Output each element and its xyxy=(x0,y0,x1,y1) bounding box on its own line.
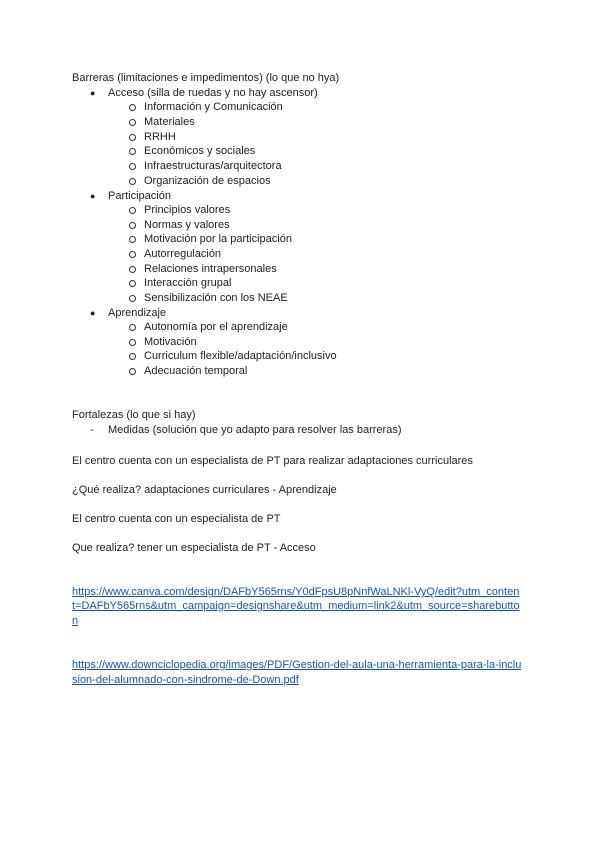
fortalezas-heading: Fortalezas (lo que si hay) xyxy=(72,409,196,421)
hollow-bullet-icon xyxy=(129,368,136,375)
list-item: RRHH xyxy=(144,131,176,143)
filled-bullet-icon: ● xyxy=(90,88,96,98)
hollow-bullet-icon xyxy=(129,280,136,287)
list-item: Motivación xyxy=(144,336,197,348)
dash-bullet-icon: - xyxy=(90,424,94,436)
list-item: Económicos y sociales xyxy=(144,145,256,157)
canva-link-line[interactable]: https://www.canva.com/design/DAFbY565rns/Y0dFpsU8pNnfWaLNKl-VyQ/edit?utm_conten xyxy=(72,586,520,598)
list-item: Curriculum flexible/adaptación/inclusivo xyxy=(144,350,337,362)
fortalezas-item: Medidas (solución que yo adapto para resolver las barreras) xyxy=(108,424,402,436)
list-item: Motivación por la participación xyxy=(144,233,292,245)
filled-bullet-icon: ● xyxy=(90,308,96,318)
list-item: Sensibilización con los NEAE xyxy=(144,292,288,304)
list-item: Autonomía por el aprendizaje xyxy=(144,321,288,333)
hollow-bullet-icon xyxy=(129,339,136,346)
hollow-bullet-icon xyxy=(129,295,136,302)
list-item: Principios valores xyxy=(144,204,231,216)
hollow-bullet-icon xyxy=(129,251,136,258)
hollow-bullet-icon xyxy=(129,163,136,170)
hollow-bullet-icon xyxy=(129,148,136,155)
list-item: Normas y valores xyxy=(144,219,230,231)
list-item: Materiales xyxy=(144,116,195,128)
hollow-bullet-icon xyxy=(129,134,136,141)
paragraph: El centro cuenta con un especialista de PT xyxy=(72,513,281,525)
barreras-heading: Barreras (limitaciones e impedimentos) (lo que no hya) xyxy=(72,72,340,84)
filled-bullet-icon: ● xyxy=(90,191,96,201)
hollow-bullet-icon xyxy=(129,324,136,331)
downciclopedia-link-line[interactable]: https://www.downciclopedia.org/images/PDF/Gestion-del-aula-una-herramienta-para-la-inclu xyxy=(72,659,522,671)
canva-link-line[interactable]: n xyxy=(72,615,79,627)
group-aprendizaje-label: Aprendizaje xyxy=(108,307,167,319)
hollow-bullet-icon xyxy=(129,353,136,360)
list-item: Relaciones intrapersonales xyxy=(144,263,277,275)
group-participacion-label: Participación xyxy=(108,190,171,202)
hollow-bullet-icon xyxy=(129,266,136,273)
group-acceso-label: Acceso (silla de ruedas y no hay ascensor) xyxy=(108,87,318,99)
paragraph: Que realiza? tener un especialista de PT - Acceso xyxy=(72,542,316,554)
paragraph: ¿Qué realiza? adaptaciones curriculares - Aprendizaje xyxy=(72,484,337,496)
paragraph: El centro cuenta con un especialista de PT para realizar adaptaciones curriculares xyxy=(72,455,473,467)
canva-link-line[interactable]: t=DAFbY565rns&utm_campaign=designshare&utm_medium=link2&utm_source=sharebutto xyxy=(72,600,520,612)
hollow-bullet-icon xyxy=(129,236,136,243)
hollow-bullet-icon xyxy=(129,119,136,126)
hollow-bullet-icon xyxy=(129,222,136,229)
list-item: Adecuación temporal xyxy=(144,365,248,377)
downciclopedia-link-line[interactable]: sion-del-alumnado-con-sindrome-de-Down.pdf xyxy=(72,674,299,686)
hollow-bullet-icon xyxy=(129,207,136,214)
hollow-bullet-icon xyxy=(129,178,136,185)
list-item: Infraestructuras/arquitectora xyxy=(144,160,282,172)
hollow-bullet-icon xyxy=(129,104,136,111)
list-item: Interacción grupal xyxy=(144,277,232,289)
list-item: Información y Comunicación xyxy=(144,101,283,113)
list-item: Autorregulación xyxy=(144,248,222,260)
list-item: Organización de espacios xyxy=(144,175,271,187)
